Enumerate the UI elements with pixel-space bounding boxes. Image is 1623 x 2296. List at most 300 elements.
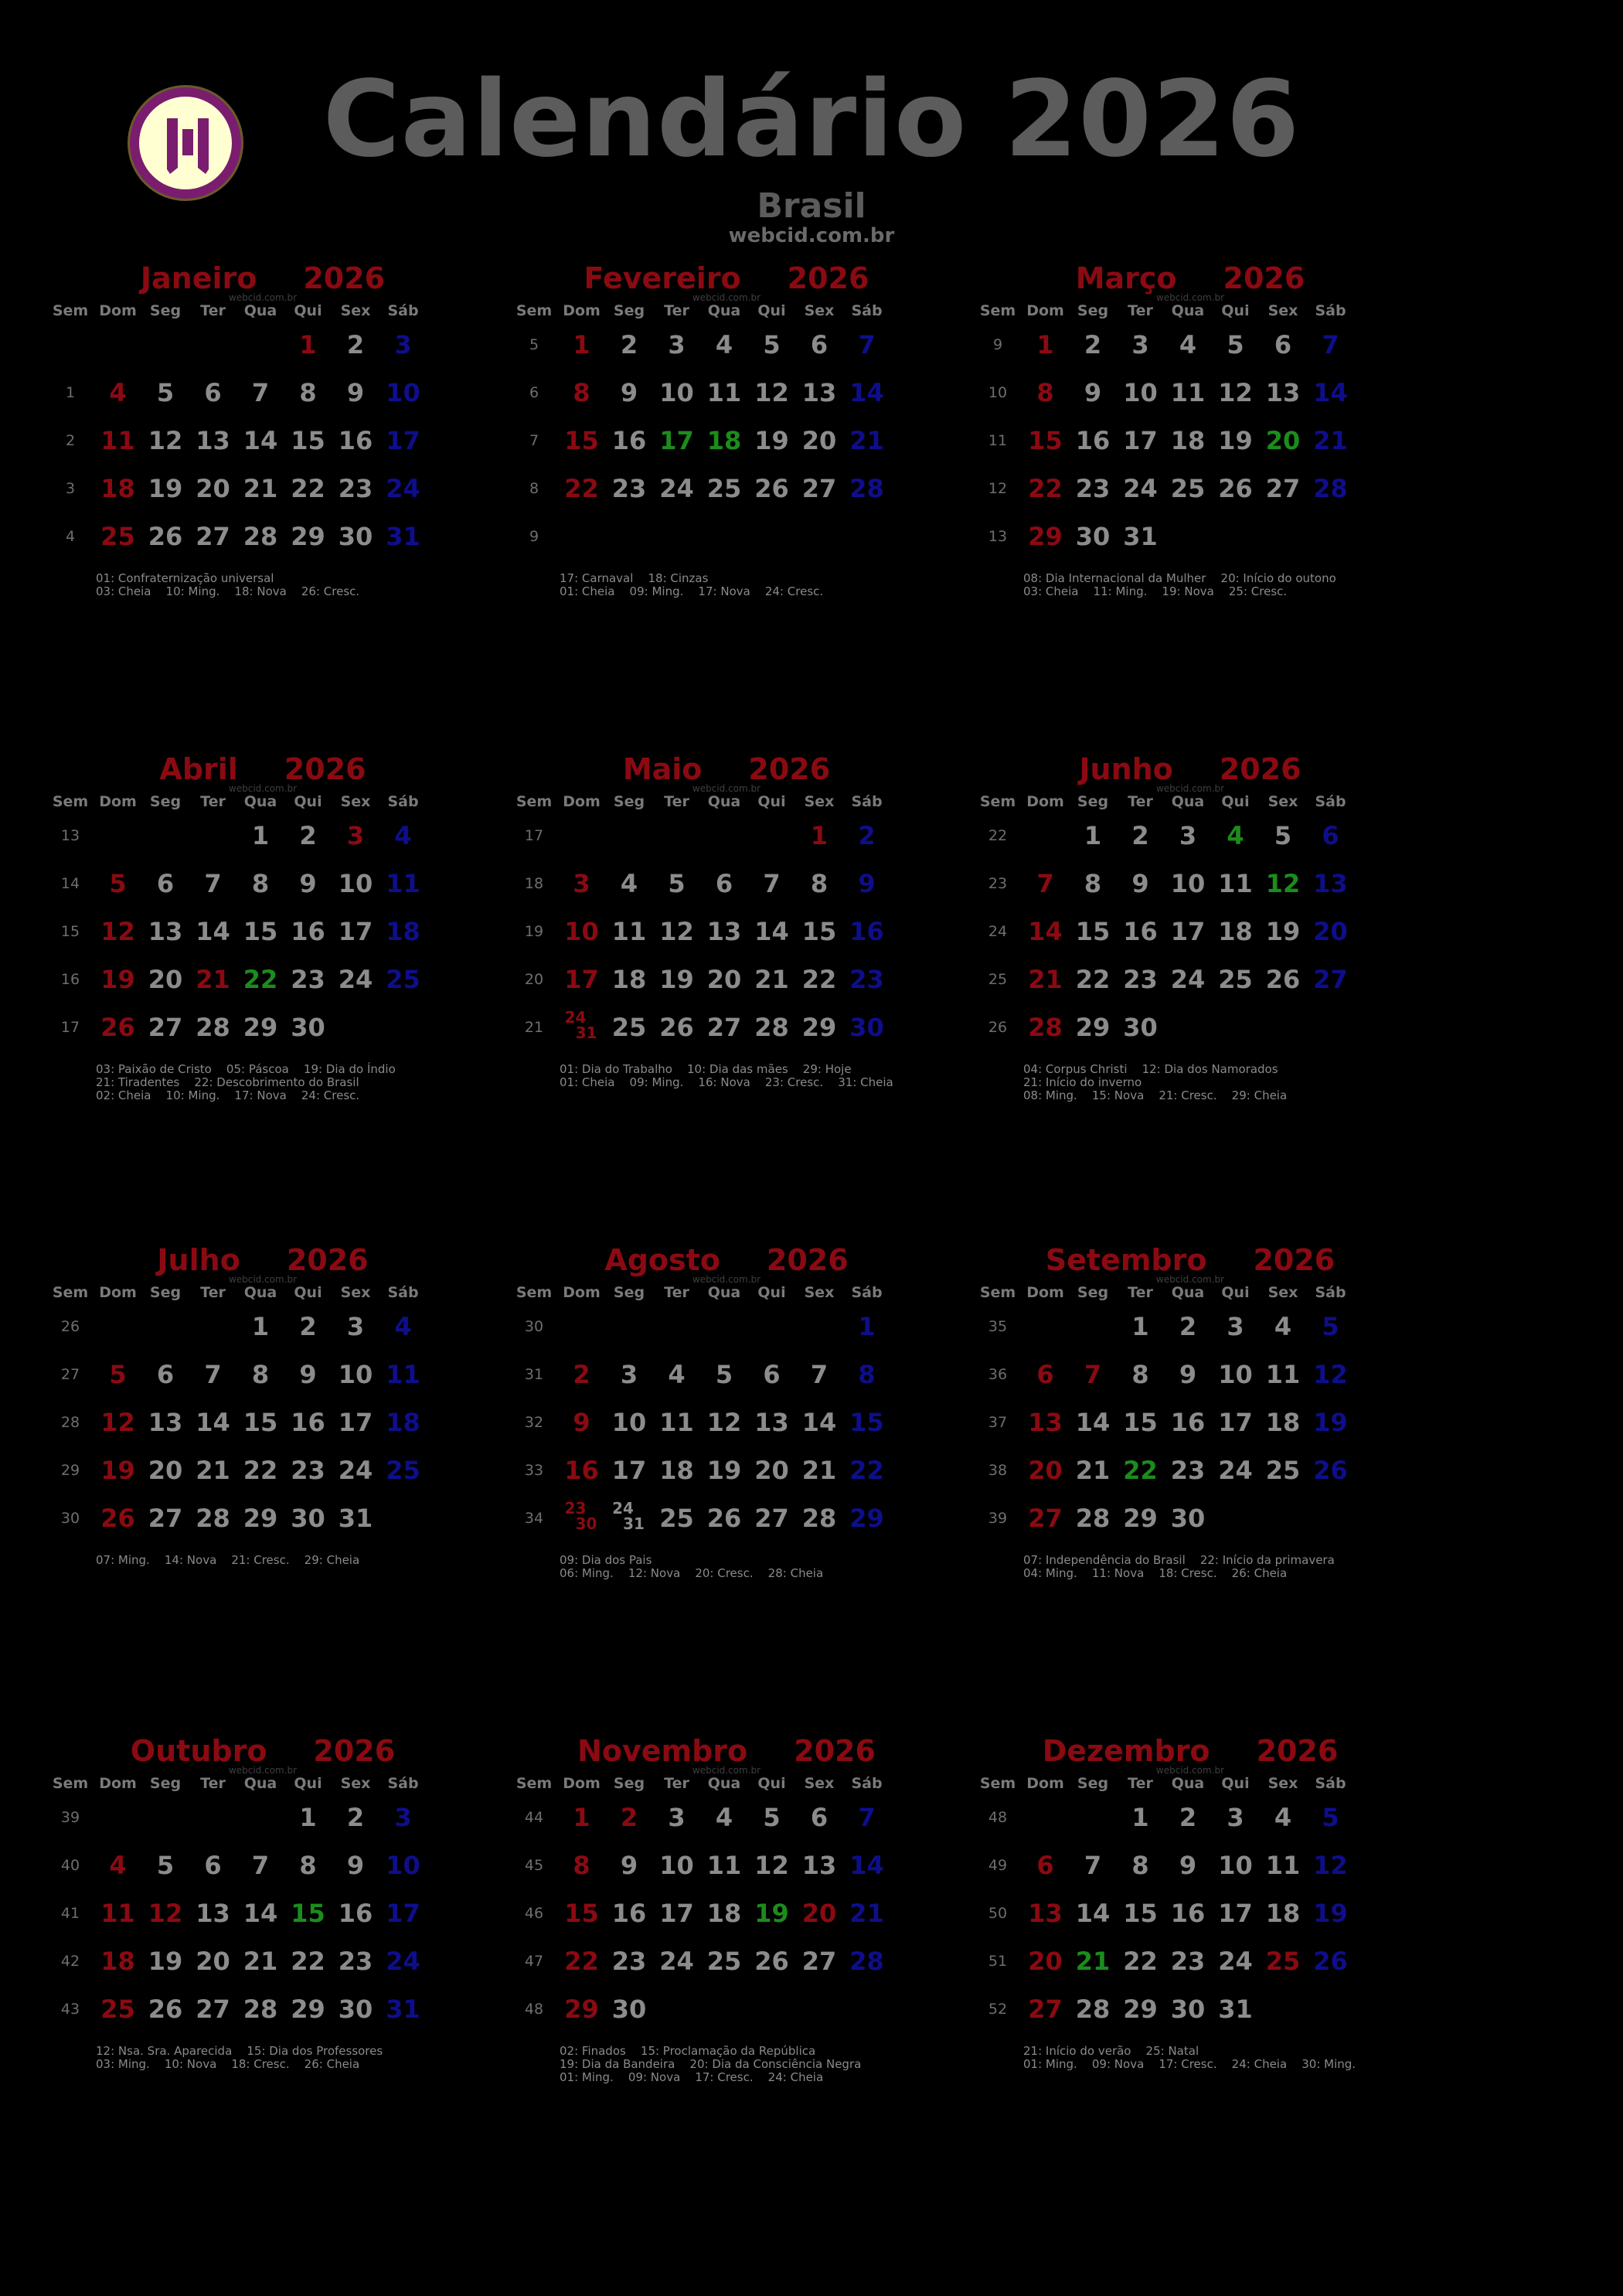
day-cell: 19 [148,474,183,503]
weekday-header: Seg [613,302,645,319]
weekday-header: Sáb [1315,793,1346,810]
day-cell: 28 [1028,1013,1063,1042]
day-cell: 22 [801,965,837,994]
weekday-header: Qui [1221,302,1250,319]
day-cell: 25 [386,1456,420,1485]
day-cell: 1 [1036,330,1054,359]
note-line: 03: Ming. 10: Nova 18: Cresc. 26: Cheia [96,2057,360,2071]
day-cell: 20 [1265,426,1301,455]
month-notes [1023,2045,1425,2071]
day-cell: 13 [148,917,183,946]
day-cell: 3 [346,821,365,850]
day-cell: 13 [754,1408,789,1437]
day-cell: 16 [1075,426,1111,455]
week-number: 21 [524,1019,544,1036]
day-cell: 21 [1075,1456,1111,1485]
day-cell: 8 [299,378,317,407]
day-cell: 2 [1084,330,1102,359]
month-name: Maio [622,752,703,786]
week-number: 14 [60,875,80,892]
day-cell: 7 [1036,869,1054,898]
day-cell: 12 [100,1408,135,1437]
weekday-header: Seg [613,793,645,810]
note-line: 01: Dia do Trabalho 10: Dia das mães 29: Hoje [560,1062,852,1076]
day-cell: 20 [148,965,183,994]
weekday-header: Sex [1267,793,1298,810]
month-notes [560,1063,961,1089]
note-line: 04: Ming. 11: Nova 18: Cresc. 26: Cheia [1023,1566,1288,1580]
weekday-header: Sáb [851,793,883,810]
day-cell: 4 [1274,1803,1292,1832]
watermark: webcid.com.br [692,292,761,303]
weekday-header: Qui [757,793,786,810]
day-cell: 28 [801,1504,837,1533]
day-cell: 8 [299,1851,317,1880]
day-cell: 10 [338,869,373,898]
month-year: 2026 [1256,1734,1339,1768]
day-cell: 23 [1170,1456,1206,1485]
day-cell: 6 [156,1360,175,1389]
day-cell: 2 [858,821,876,850]
day-cell: 6 [1036,1360,1054,1389]
day-cell: 29 [291,1995,325,2024]
day-cell: 29 [243,1504,278,1533]
month-year: 2026 [766,1243,849,1277]
day-cell: 4 [394,821,412,850]
weekday-header: Qui [1221,793,1250,810]
day-cell: 21 [849,426,884,455]
weekday-header: Qua [1171,1284,1205,1301]
day-cell: 2 [620,330,638,359]
page-title: Calendário 2026 [322,59,1301,181]
watermark: webcid.com.br [1155,1274,1225,1285]
day-cell: 14 [1028,917,1063,946]
weekday-header: Dom [99,302,137,319]
day-cell: 3 [394,330,412,359]
day-cell: 23 [1123,965,1158,994]
day-cell: 22 [243,965,278,994]
day-cell: 24 [386,474,420,503]
day-cell: 12 [754,1851,789,1880]
day-cell: 18 [1170,426,1206,455]
day-cell: 1 [251,1312,270,1341]
weekday-header: Qua [707,793,741,810]
day-cell: 25 [1265,1456,1301,1485]
day-cell: 26 [706,1504,742,1533]
day-cell: 5 [1274,821,1292,850]
weekday-header: Sáb [1315,302,1346,319]
note-line: 01: Ming. 09: Nova 17: Cresc. 24: Cheia 30: Ming. [1023,2057,1356,2071]
day-cell: 1 [251,821,270,850]
day-cell: 5 [1227,330,1244,359]
month-notes [560,1554,961,1580]
note-line: 08: Ming. 15: Nova 21: Cresc. 29: Cheia [1023,1088,1288,1102]
month-notes [1023,1554,1425,1580]
day-cell: 14 [754,917,789,946]
month-name: Novembro [577,1734,748,1768]
day-cell: 18 [100,1947,135,1976]
weekday-header: Seg [1077,1284,1109,1301]
day-cell: 9 [1179,1851,1197,1880]
day-cell: 1 [1131,1312,1149,1341]
weekday-header: Sex [1267,1775,1298,1792]
weekday-header: Ter [664,1775,689,1792]
month-year: 2026 [748,752,831,786]
day-cell: 15 [243,1408,278,1437]
day-cell: 4 [394,1312,412,1341]
weekday-header: Sex [804,1284,835,1301]
logo-glyph-icon [130,87,246,203]
weekday-header: Dom [99,793,137,810]
weekday-header: Dom [99,1775,137,1792]
day-cell: 3 [394,1803,412,1832]
day-cell: 18 [1218,917,1253,946]
day-cell: 30 [611,1995,647,2024]
weekday-header: Sem [515,302,553,319]
month-notes [560,572,961,598]
weekday-header: Ter [1128,302,1153,319]
month-block [974,1732,1407,2165]
day-cell: 11 [386,869,420,898]
day-cell: 16 [1170,1408,1206,1437]
day-cell: 12 [754,378,789,407]
weekday-header: Qua [707,1775,741,1792]
day-cell: 28 [1075,1995,1111,2024]
day-cell: 9 [1084,378,1102,407]
day-cell: 22 [291,474,325,503]
weekday-header: Seg [1077,1775,1109,1792]
day-cell: 19 [1313,1899,1348,1928]
note-line: 19: Dia da Bandeira 20: Dia da Consciência Negra [560,2057,862,2071]
week-number: 15 [60,923,80,940]
day-cell: 16 [291,917,325,946]
day-cell: 22 [1028,474,1063,503]
day-cell: 2 [299,821,317,850]
day-cell: 9 [346,1851,365,1880]
day-cell: 15 [291,1899,325,1928]
week-number: 31 [524,1366,544,1383]
month-notes [96,572,498,598]
day-cell: 6 [1274,330,1292,359]
day-cell: 5 [763,1803,781,1832]
month-notes [560,2045,961,2084]
day-cell: 25 [706,1947,742,1976]
week-number: 28 [60,1414,80,1431]
day-cell: 6 [810,1803,829,1832]
day-cell: 24 [659,474,694,503]
weekday-header: Sáb [387,302,419,319]
day-cell: 14 [1075,1899,1111,1928]
day-cell: 5 [156,378,175,407]
day-cell: 10 [386,378,420,407]
day-cell: 1 [299,330,317,359]
day-cell: 8 [573,378,590,407]
day-cell: 1 [573,330,590,359]
day-cell: 23 [849,965,884,994]
weekday-header: Qui [757,1775,786,1792]
weekday-header: Sáb [387,1775,419,1792]
month-block [974,1241,1407,1674]
day-cell: 7 [763,869,781,898]
day-cell: 23 [291,965,325,994]
note-line: 03: Cheia 11: Ming. 19: Nova 25: Cresc. [1023,584,1288,598]
day-cell: 31 [386,1995,420,2024]
day-cell: 9 [299,869,317,898]
day-cell: 22 [564,474,599,503]
note-line: 06: Ming. 12: Nova 20: Cresc. 28: Cheia [560,1566,824,1580]
weekday-header: Dom [99,1284,137,1301]
day-cell: 27 [196,522,230,551]
weekday-header: Qua [243,1284,277,1301]
week-number: 42 [60,1953,80,1970]
watermark: webcid.com.br [228,783,298,794]
note-line: 01: Confraternização universal [96,571,274,585]
day-cell: 23 [338,1947,373,1976]
note-line: 21: Tiradentes 22: Descobrimento do Brasil [96,1075,359,1089]
day-cell: 6 [1322,821,1339,850]
week-number: 52 [988,2001,1008,2018]
day-cell: 5 [668,869,686,898]
day-cell: 1 [858,1312,876,1341]
weekday-header: Ter [1128,793,1153,810]
note-line: 02: Finados 15: Proclamação da República [560,2044,816,2058]
day-cell: 10 [338,1360,373,1389]
day-cell: 12 [1265,869,1301,898]
day-cell: 16 [1170,1899,1206,1928]
day-cell: 13 [196,1899,230,1928]
weekday-header: Ter [200,1284,226,1301]
weekday-header: Qui [1221,1284,1250,1301]
day-cell: 16 [564,1456,599,1485]
day-cell: 7 [251,378,270,407]
day-cell: 18 [706,426,742,455]
month-name: Junho [1079,752,1173,786]
week-number: 39 [988,1510,1008,1527]
week-number: 49 [988,1857,1008,1874]
day-cell: 9 [573,1408,590,1437]
day-cell: 24 [338,1456,373,1485]
note-line: 01: Cheia 09: Ming. 16: Nova 23: Cresc. 31: Cheia [560,1075,893,1089]
day-cell: 29 [243,1013,278,1042]
day-cell: 7 [1322,330,1339,359]
month-name: Setembro [1045,1243,1207,1277]
weekday-header: Sem [52,793,89,810]
month-block [974,259,1407,692]
day-cell: 18 [706,1899,742,1928]
day-cell: 21 [1075,1947,1111,1976]
week-number: 27 [60,1366,80,1383]
day-cell: 16 [611,1899,647,1928]
day-cell: 22 [1075,965,1111,994]
day-cell: 18 [1265,1408,1301,1437]
day-cell: 5 [763,330,781,359]
day-cell: 23 [291,1456,325,1485]
day-cell: 17 [1218,1408,1253,1437]
day-cell: 28 [243,1995,278,2024]
day-cell: 30 [291,1504,325,1533]
weekday-header: Qua [243,793,277,810]
day-cell: 26 [1313,1456,1348,1485]
day-cell: 2 [573,1360,590,1389]
month-name: Março [1075,261,1177,295]
day-cell: 14 [243,1899,278,1928]
watermark: webcid.com.br [1155,1765,1225,1776]
day-cell: 15 [564,426,599,455]
day-cell: 7 [858,1803,876,1832]
day-cell: 12 [1218,378,1253,407]
weekday-header: Qua [243,302,277,319]
weekday-header: Dom [563,302,601,319]
day-cell: 28 [849,474,884,503]
week-number: 37 [988,1414,1008,1431]
day-cell: 26 [100,1013,135,1042]
day-cell: 3 [668,330,686,359]
weekday-header: Sem [52,1775,89,1792]
day-cell: 29 [291,522,325,551]
day-cell: 29 [1028,522,1063,551]
day-cell: 4 [715,1803,733,1832]
month-name: Fevereiro [584,261,741,295]
day-cell: 9 [1179,1360,1197,1389]
day-cell: 23 [1075,474,1111,503]
weekday-header: Qua [707,1284,741,1301]
day-cell: 14 [801,1408,837,1437]
day-cell: 12 [706,1408,742,1437]
day-cell: 24 [386,1947,420,1976]
day-cell: 25 [1265,1947,1301,1976]
day-cell: 28 [754,1013,789,1042]
watermark: webcid.com.br [228,292,298,303]
day-cell: 20 [1028,1456,1063,1485]
day-cell: 11 [706,378,742,407]
day-cell: 9 [1131,869,1149,898]
weekday-header: Seg [149,1775,182,1792]
day-cell: 19 [659,965,694,994]
day-cell: 17 [659,1899,694,1928]
day-cell: 27 [1265,474,1301,503]
day-cell: 26 [1218,474,1253,503]
day-cell: 29 [801,1013,837,1042]
day-cell: 6 [204,378,222,407]
day-cell: 15 [1123,1408,1158,1437]
day-cell: 2 [1179,1803,1197,1832]
day-cell: 14 [196,1408,230,1437]
day-cell: 6 [1036,1851,1054,1880]
day-cell: 20 [801,426,837,455]
week-number: 25 [988,971,1008,988]
weekday-header: Sex [340,793,371,810]
day-cell: 4 [715,330,733,359]
day-cell: 27 [148,1013,183,1042]
day-cell: 18 [1265,1899,1301,1928]
day-cell: 6 [715,869,733,898]
day-cell: 17 [659,426,694,455]
note-line: 12: Nsa. Sra. Aparecida 15: Dia dos Professores [96,2044,383,2058]
day-cell: 21 [243,474,278,503]
day-cell: 11 [386,1360,420,1389]
day-cell: 5 [109,869,127,898]
month-block [46,1732,479,2165]
day-cell: 9 [858,869,876,898]
note-line: 01: Ming. 09: Nova 17: Cresc. 24: Cheia [560,2070,824,2084]
day-cell: 27 [1028,1995,1063,2024]
day-cell: 14 [243,426,278,455]
week-number: 43 [60,2001,80,2018]
day-cell: 27 [754,1504,789,1533]
note-line: 21: Início do verão 25: Natal [1023,2044,1199,2058]
day-cell: 28 [196,1504,230,1533]
week-number: 4 [65,528,76,545]
day-cell: 7 [1084,1851,1102,1880]
weekday-header: Dom [563,793,601,810]
day-cell: 1 [1084,821,1102,850]
day-cell: 25 [100,522,135,551]
day-cell: 30 [338,1995,373,2024]
day-cell: 26 [754,474,789,503]
day-cell: 1 [810,821,829,850]
weekday-header: Sem [979,1775,1016,1792]
day-cell: 8 [810,869,829,898]
week-number: 26 [60,1318,80,1335]
week-number: 41 [60,1905,80,1922]
day-cell: 20 [1313,917,1348,946]
day-cell: 20 [148,1456,183,1485]
day-cell: 22 [564,1947,599,1976]
weekday-header: Sáb [1315,1284,1346,1301]
day-cell: 13 [706,917,742,946]
day-cell: 7 [204,1360,222,1389]
month-notes [96,1554,498,1567]
day-cell: 27 [148,1504,183,1533]
week-number: 39 [60,1809,80,1826]
day-cell: 11 [100,426,135,455]
day-cell: 21 [849,1899,884,1928]
day-cell: 15 [564,1899,599,1928]
week-number: 47 [524,1953,544,1970]
day-cell: 21 [243,1947,278,1976]
week-number: 33 [524,1462,544,1479]
day-cell: 30 [291,1013,325,1042]
day-cell: 10 [1123,378,1158,407]
day-cell: 13 [1313,869,1348,898]
month-year: 2026 [1219,752,1301,786]
day-cell: 7 [858,330,876,359]
day-cell: 20 [801,1899,837,1928]
day-cell: 27 [801,1947,837,1976]
week-number: 9 [992,336,1003,353]
day-cell: 5 [1322,1803,1339,1832]
day-cell: 17 [611,1456,647,1485]
weekday-header: Sex [804,793,835,810]
day-cell: 13 [148,1408,183,1437]
weekday-header: Ter [664,793,689,810]
day-cell: 9 [299,1360,317,1389]
weekday-header: Ter [200,793,226,810]
note-line: 03: Paixão de Cristo 05: Páscoa 19: Dia do Índio [96,1062,396,1076]
day-cell: 5 [715,1360,733,1389]
day-cell: 14 [196,917,230,946]
day-cell: 18 [386,917,420,946]
day-cell: 24 [1170,965,1206,994]
month-year: 2026 [284,752,366,786]
weekday-header: Dom [1026,302,1064,319]
weekday-header: Sem [979,302,1016,319]
day-cell: 11 [1265,1360,1301,1389]
day-cell: 14 [1313,378,1348,407]
day-cell: 3 [620,1360,638,1389]
day-cell: 6 [204,1851,222,1880]
weekday-header: Seg [149,302,182,319]
